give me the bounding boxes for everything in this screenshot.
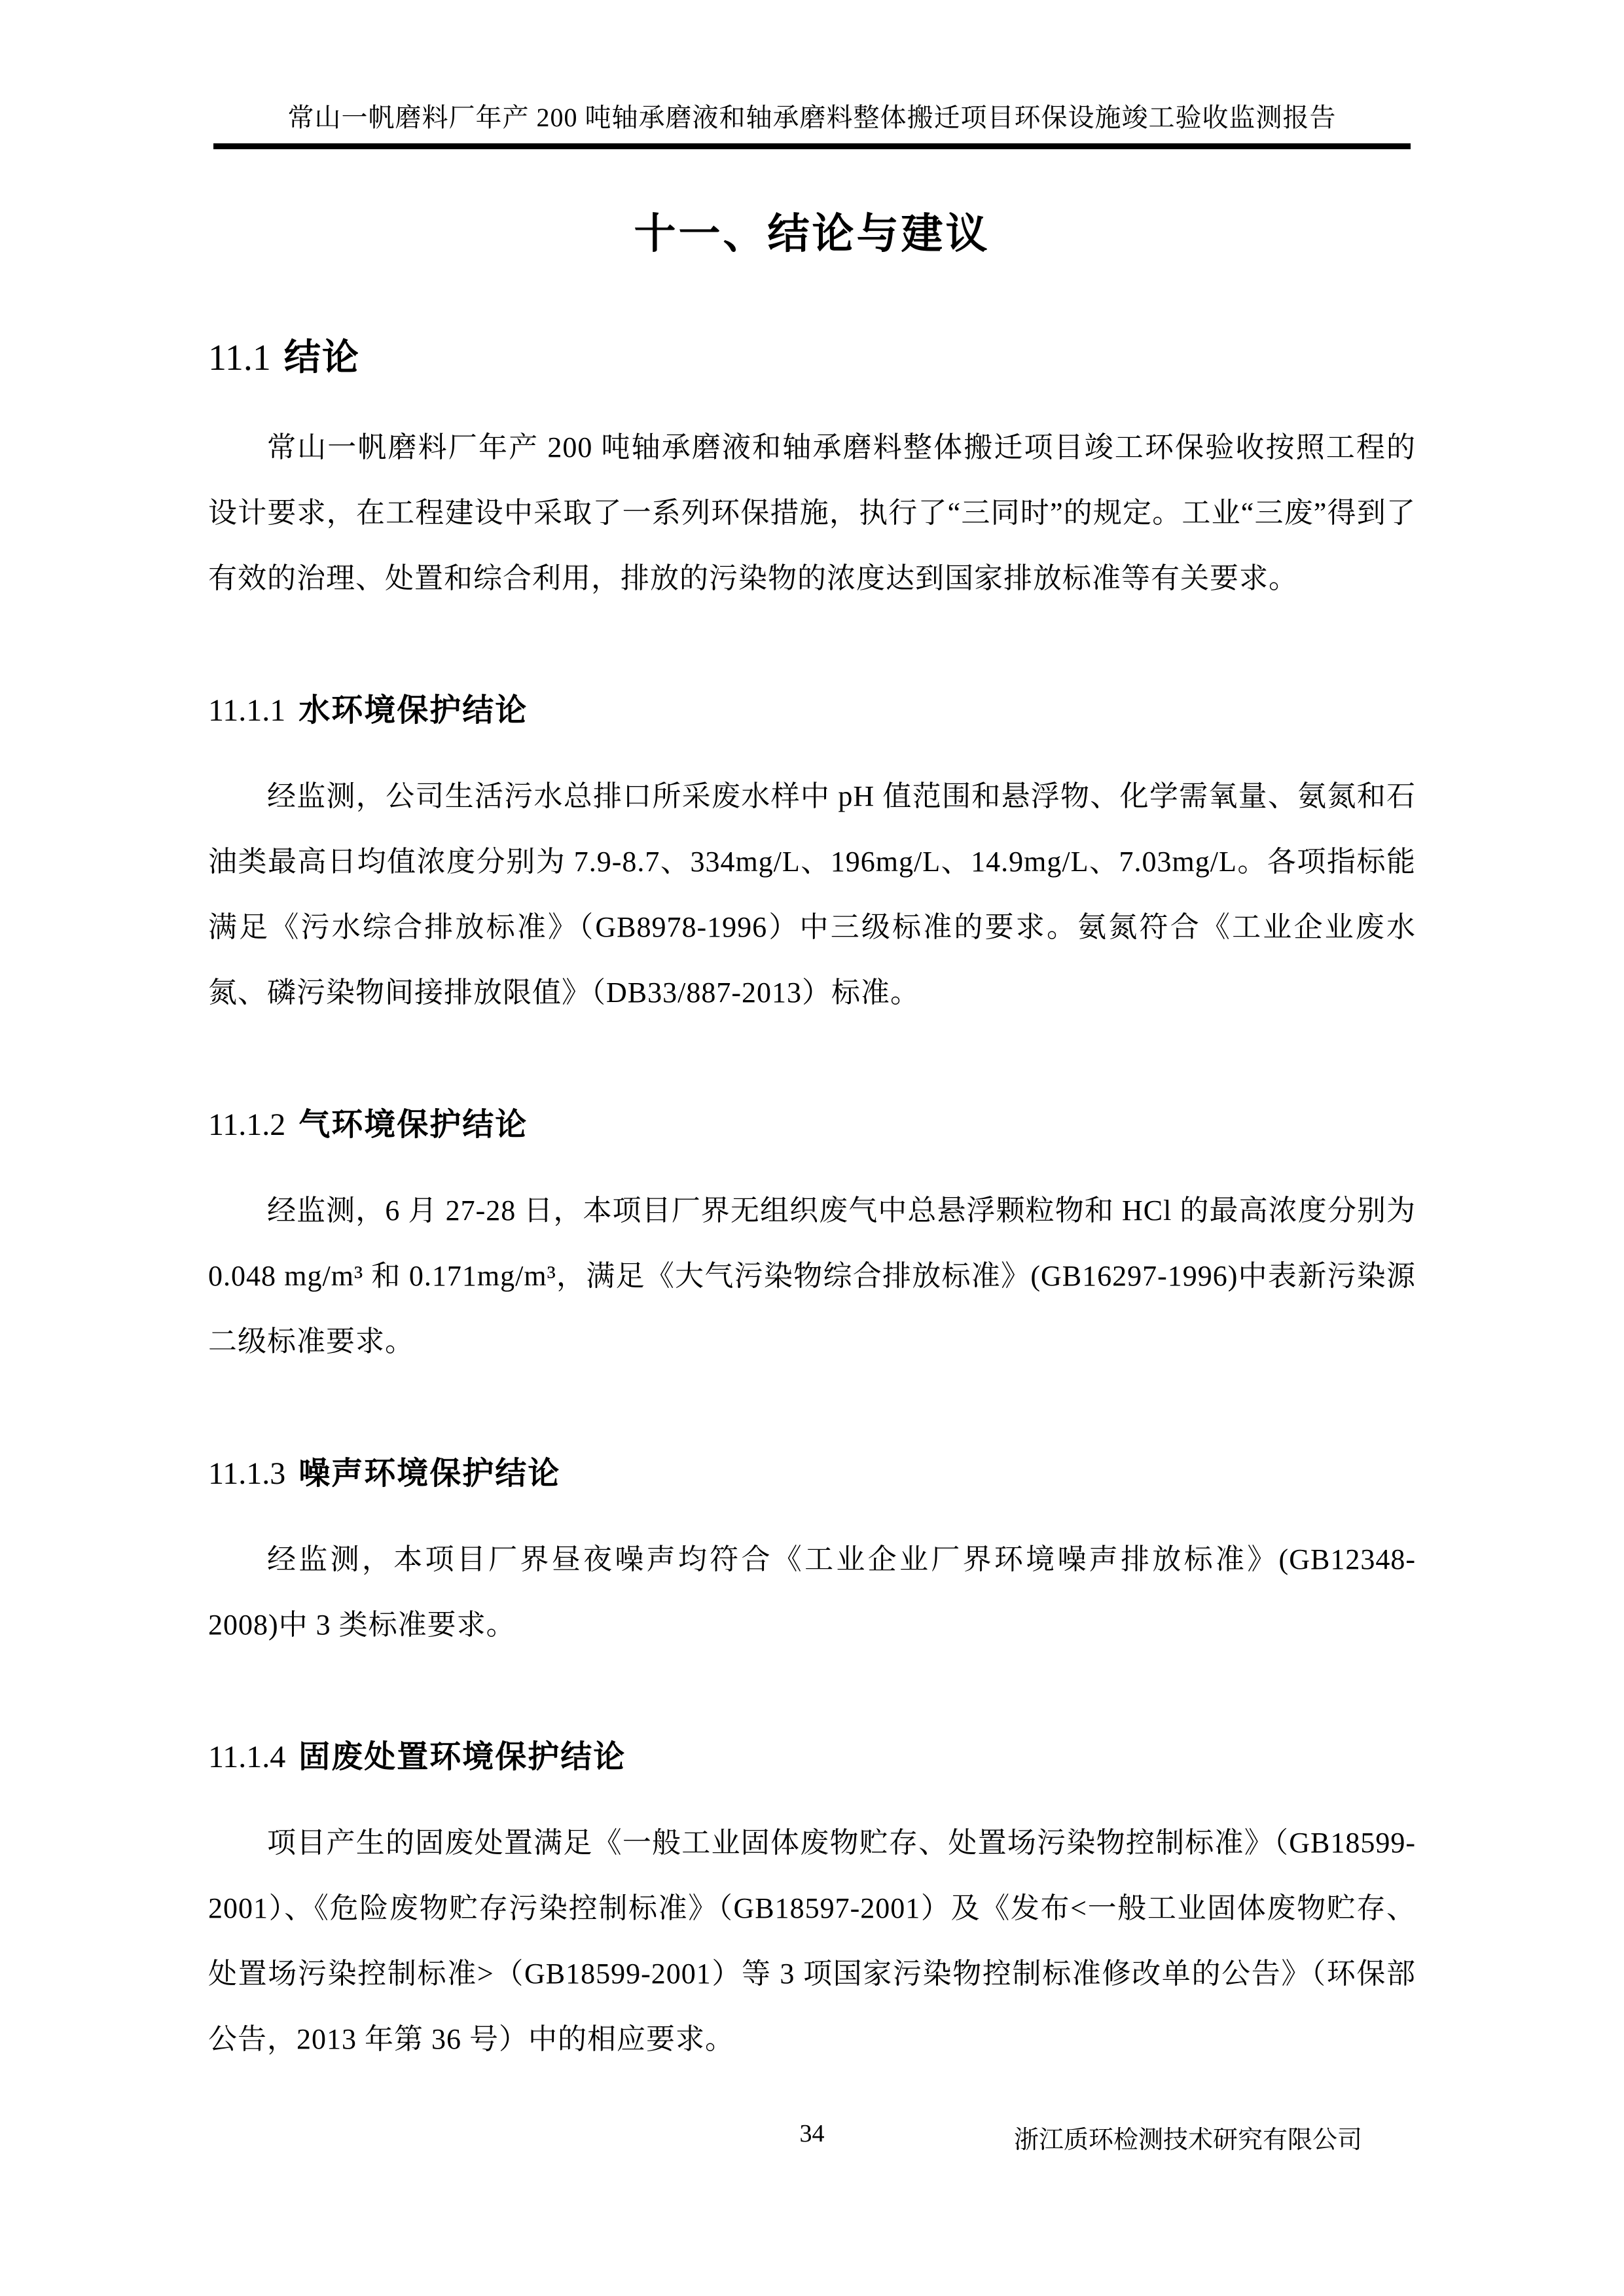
- section-air-env: [208, 1099, 1416, 1374]
- section-heading-11-1-2: [208, 1099, 1416, 1144]
- section-title: 结论: [283, 336, 360, 378]
- page-header: [213, 0, 1411, 149]
- section-number: 11.1: [208, 338, 271, 378]
- section-number: 11.1.3: [208, 1456, 286, 1491]
- section-heading-11-1-4: [208, 1731, 1416, 1776]
- section-noise-env: [208, 1448, 1416, 1658]
- section-title: 水环境保护结论: [298, 693, 528, 728]
- paragraph-noise-env: 经监测，本项目厂界昼夜噪声均符合《工业企业厂界环境噪声排放标准》(GB12348-2008)中 3 类标准要求。: [208, 1543, 1416, 1641]
- document-body: [208, 200, 1416, 2072]
- section-number: 11.1.2: [208, 1107, 286, 1142]
- section-title: 气环境保护结论: [298, 1107, 528, 1142]
- paragraph-water-env: 经监测，公司生活污水总排口所采废水样中 pH 值范围和悬浮物、化学需氧量、氨氮和石油类最高日均值浓度分别为 7.9-8.7、334mg/L、196mg/L、14.9mg/L、7.03mg/L。各项指标能满足《污水综合排放标准》（GB8978-1996）中三级标准的要求。氨氮符合《工业企业废水氮、磷污染物间接排放限值》（DB33/887-2013）标准。: [208, 780, 1416, 1009]
- page-footer: [0, 2119, 1624, 2159]
- section-number: 11.1.1: [208, 693, 286, 728]
- section-heading-11-1: [208, 329, 1416, 381]
- footer-company-name: 浙江质环检测技术研究有限公司: [1013, 2126, 1362, 2154]
- section-heading-11-1-3: [208, 1448, 1416, 1493]
- section-solid-waste: [208, 1731, 1416, 2072]
- chapter-title: 十一、结论与建议: [634, 210, 990, 257]
- paragraph-air-env: 经监测，6 月 27-28 日，本项目厂界无组织废气中总悬浮颗粒物和 HCl 的最高浓度分别为 0.048 mg/m³ 和 0.171mg/m³，满足《大气污染物综合排放标准》(GB16297-1996)中表新污染源二级标准要求。: [208, 1194, 1416, 1357]
- page-number: 34: [799, 2120, 825, 2147]
- paragraph-conclusion: 常山一帆磨料厂年产 200 吨轴承磨液和轴承磨料整体搬迁项目竣工环保验收按照工程的设计要求，在工程建设中采取了一系列环保措施，执行了“三同时”的规定。工业“三废”得到了有效的治理、处置和综合利用，排放的污染物的浓度达到国家排放标准等有关要求。: [208, 431, 1416, 594]
- section-number: 11.1.4: [208, 1740, 286, 1774]
- section-heading-11-1-1: [208, 685, 1416, 730]
- section-conclusion: [208, 329, 1416, 611]
- section-water-env: [208, 685, 1416, 1026]
- section-title: 固废处置环境保护结论: [298, 1740, 626, 1774]
- header-running-title: 常山一帆磨料厂年产 200 吨轴承磨液和轴承磨料整体搬迁项目环保设施竣工验收监测报告: [287, 103, 1337, 132]
- paragraph-solid-waste: 项目产生的固废处置满足《一般工业固体废物贮存、处置场污染物控制标准》（GB18599-2001）、《危险废物贮存污染控制标准》（GB18597-2001）及《发布<一般工业固体废物贮存、处置场污染控制标准>（GB18599-2001）等 3 项国家污染物控制标准修改单的公告》（环保部公告，2013 年第 36 号）中的相应要求。: [208, 1827, 1416, 2055]
- section-title: 噪声环境保护结论: [298, 1456, 561, 1491]
